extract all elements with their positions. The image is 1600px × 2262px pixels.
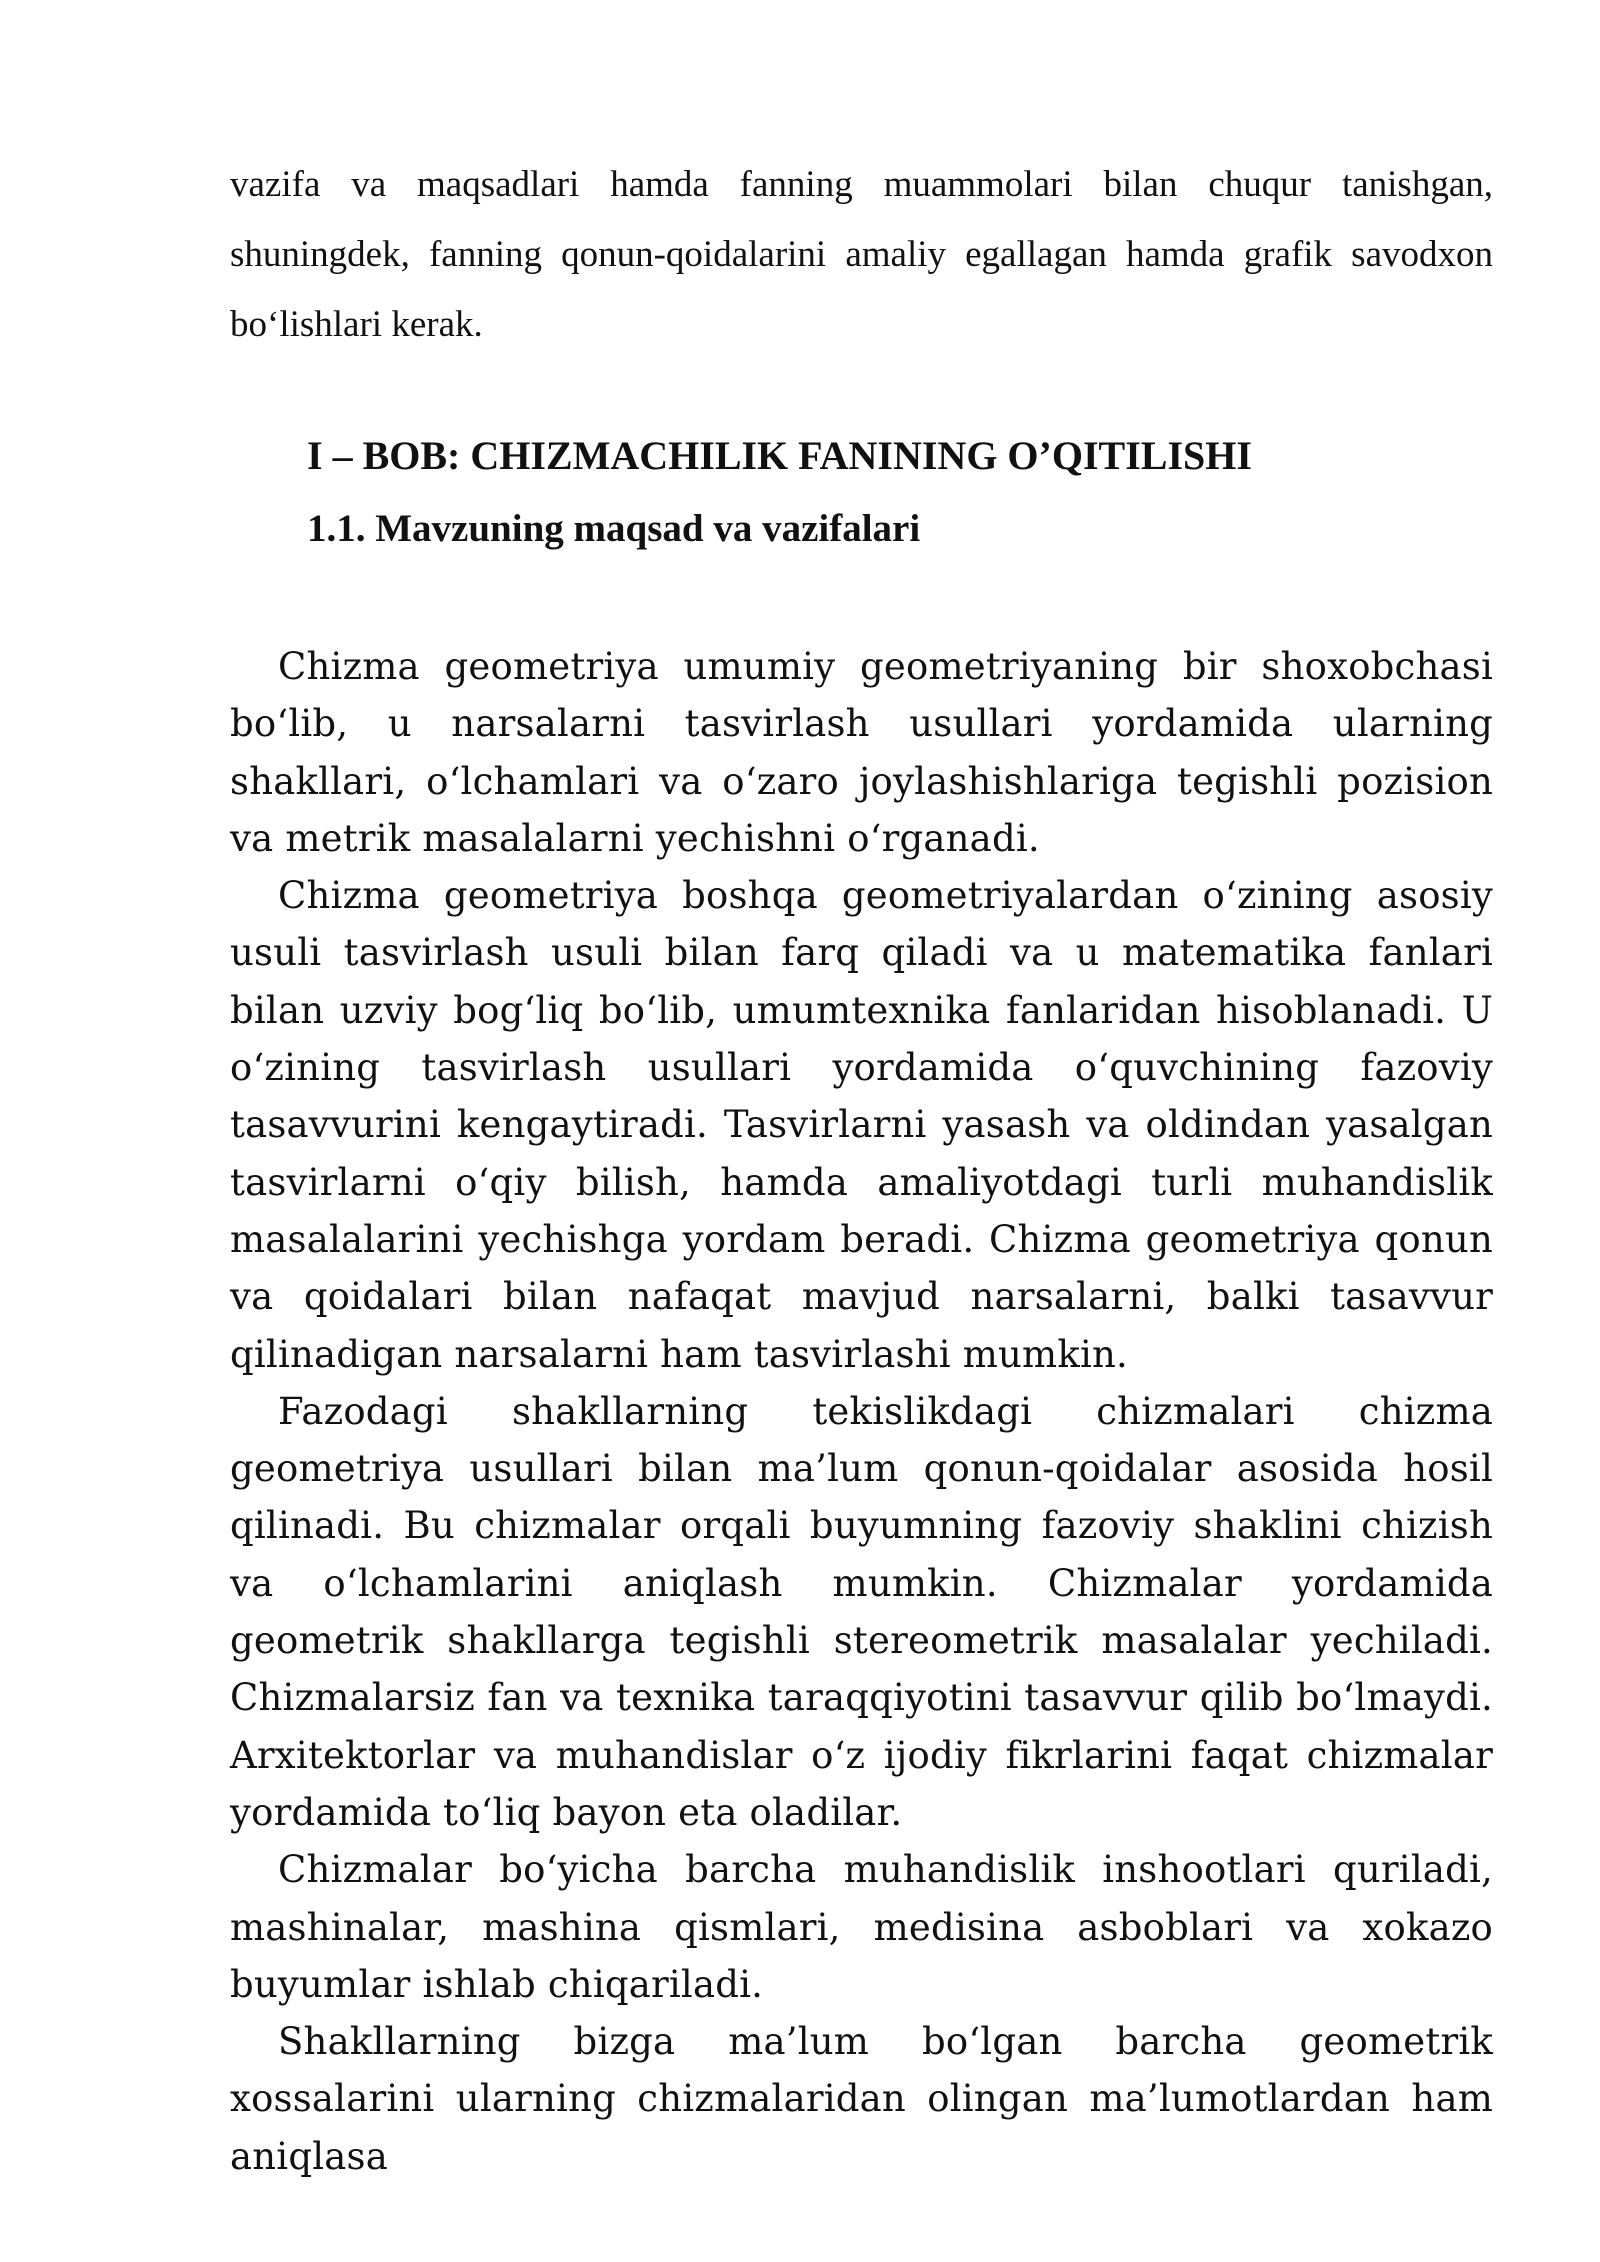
paragraph: Chizma geometriya boshqa geometriyalardan o‘zining asosiy usuli tasvirlash usuli bilan farq qiladi va u matematika fanlari bilan uzviy bog‘liq bo‘lib, umumtexnika fanlaridan hisoblanadi. U o‘zining tasvirlash usullari yordamida o‘quvchining fazoviy tasavvurini kengaytiradi. Tasvirlarni yasash va oldindan yasalgan tasvirlarni o‘qiy bilish, hamda amaliyotdagi turli muhandislik masalalarini yechishga yordam beradi. Chizma geometriya qonun va qoidalari bilan nafaqat mavjud narsalarni, balki tasavvur qilinadigan narsalarni ham tasvirlashi mumkin. [230,874,1493,1376]
paragraph: Chizma geometriya umumiy geometriyaning bir shoxobchasi bo‘lib, u narsalarni tasvirlash usullari yordamida ularning shakllari, o‘lchamlari va o‘zaro joylashishlariga tegishli pozision va metrik masalalarni yechishni o‘rganadi. [230,645,1493,860]
intro-paragraph: vazifa va maqsadlari hamda fanning muammolari bilan chuqur tanishgan, shuningdek, fanning qonun-qoidalarini amaliy egallagan hamda grafik savodxon bo‘lishlari kerak. [230,164,1493,345]
body-text [230,638,1493,2185]
paragraph: Chizmalar bo‘yicha barcha muhandislik inshootlari quriladi, mashinalar, mashina qismlari, medisina asboblari va xokazo buyumlar ishlab chiqariladi. [230,1848,1493,2006]
paragraph: Fazodagi shakllarning tekislikdagi chizmalari chizma geometriya usullari bilan ma’lum qonun-qoidalar asosida hosil qilinadi. Bu chizmalar orqali buyumning fazoviy shaklini chizish va o‘lchamlarini aniqlash mumkin. Chizmalar yordamida geometrik shakllarga tegishli stereometrik masalalar yechiladi. Chizmalarsiz fan va texnika taraqqiyotini tasavvur qilib bo‘lmaydi. Arxitektorlar va muhandislar o‘z ijodiy fikrlarini faqat chizmalar yordamida to‘liq bayon eta oladilar. [230,1389,1493,1834]
chapter-title: I – BOB: CHIZMACHILIK FANINING O’QITILISHI [307,433,1252,478]
section-title: 1.1. Mavzuning maqsad va vazifalari [307,507,921,550]
paragraph: Shakllarning bizga ma’lum bo‘lgan barcha geometrik xossalarini ularning chizmalaridan olingan ma’lumotlardan ham aniqlasa [230,2020,1493,2178]
document-page [230,150,1493,2178]
